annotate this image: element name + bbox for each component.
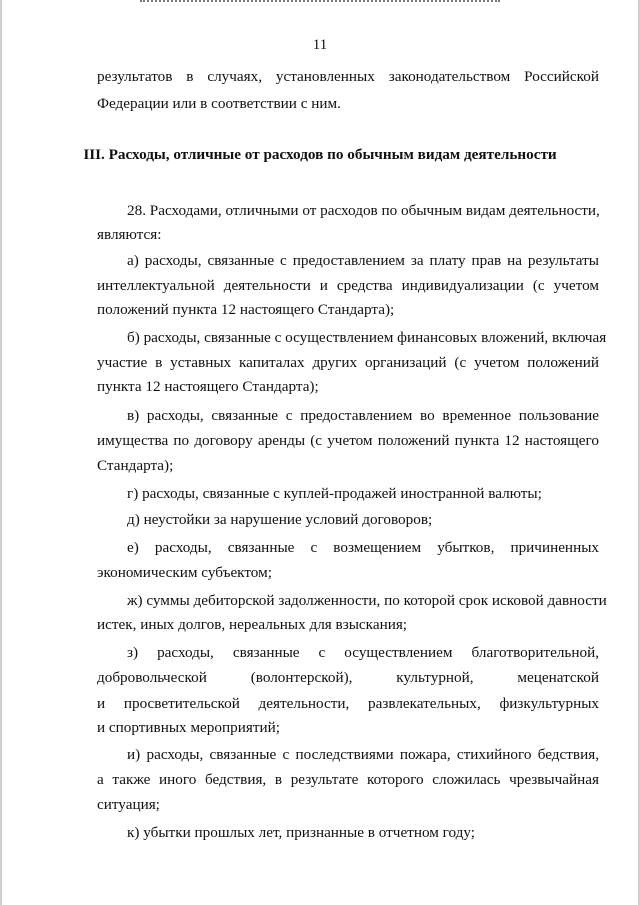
list-item-d: д) неустойки за нарушение условий договоров; <box>127 511 433 528</box>
list-item-z: з) расходы, связанные с осуществлением благотворительной, <box>127 644 599 661</box>
list-item-k: к) убытки прошлых лет, признанные в отчетном году; <box>127 824 476 841</box>
text-line: 28. Расходами, отличными от расходов по обычным видам деятельности, <box>127 202 600 219</box>
list-item-zh: ж) суммы дебиторской задолженности, по которой срок исковой давности <box>127 592 607 609</box>
text-line: имущества по договору аренды (с учетом положений пункта 12 настоящего <box>97 432 599 449</box>
list-item-g: г) расходы, связанные с куплей-продажей иностранной валюты; <box>127 485 542 502</box>
text-line: являются: <box>97 226 162 243</box>
text-line: и просветительской деятельности, развлекательных, физкультурных <box>97 695 599 712</box>
scan-edge-top <box>140 0 500 5</box>
text-line: добровольческой (волонтерской), культурной, меценатской <box>97 669 599 686</box>
list-item-a: а) расходы, связанные с предоставлением за плату прав на результаты <box>127 252 599 269</box>
text-line: экономическим субъектом; <box>97 564 272 581</box>
text-line: положений пункта 12 настоящего Стандарта); <box>97 301 395 318</box>
scan-edge-left <box>0 0 2 905</box>
text-line: участие в уставных капиталах других организаций (с учетом положений <box>97 354 599 371</box>
text-line: истек, иных долгов, нереальных для взыскания; <box>97 616 408 633</box>
text-line: интеллектуальной деятельности и средства индивидуализации (с учетом <box>97 277 599 294</box>
list-item-e: е) расходы, связанные с возмещением убытков, причиненных <box>127 539 599 556</box>
list-item-v: в) расходы, связанные с предоставлением во временное пользование <box>127 407 599 424</box>
page-number: 11 <box>312 37 328 53</box>
text-line: а также иного бедствия, в результате которого сложилась чрезвычайная <box>97 771 599 788</box>
text-line: Федерации или в соответствии с ним. <box>97 95 341 112</box>
text-line: ситуация; <box>97 796 160 813</box>
section-heading: III. Расходы, отличные от расходов по обычным видам деятельности <box>83 146 557 163</box>
text-line: пункта 12 настоящего Стандарта); <box>97 378 319 395</box>
text-line: и спортивных мероприятий; <box>97 719 280 736</box>
list-item-b: б) расходы, связанные с осуществлением финансовых вложений, включая <box>127 329 607 346</box>
text-line: Стандарта); <box>97 457 174 474</box>
list-item-i: и) расходы, связанные с последствиями пожара, стихийного бедствия, <box>127 746 599 763</box>
text-line: результатов в случаях, установленных законодательством Российской <box>97 68 599 85</box>
